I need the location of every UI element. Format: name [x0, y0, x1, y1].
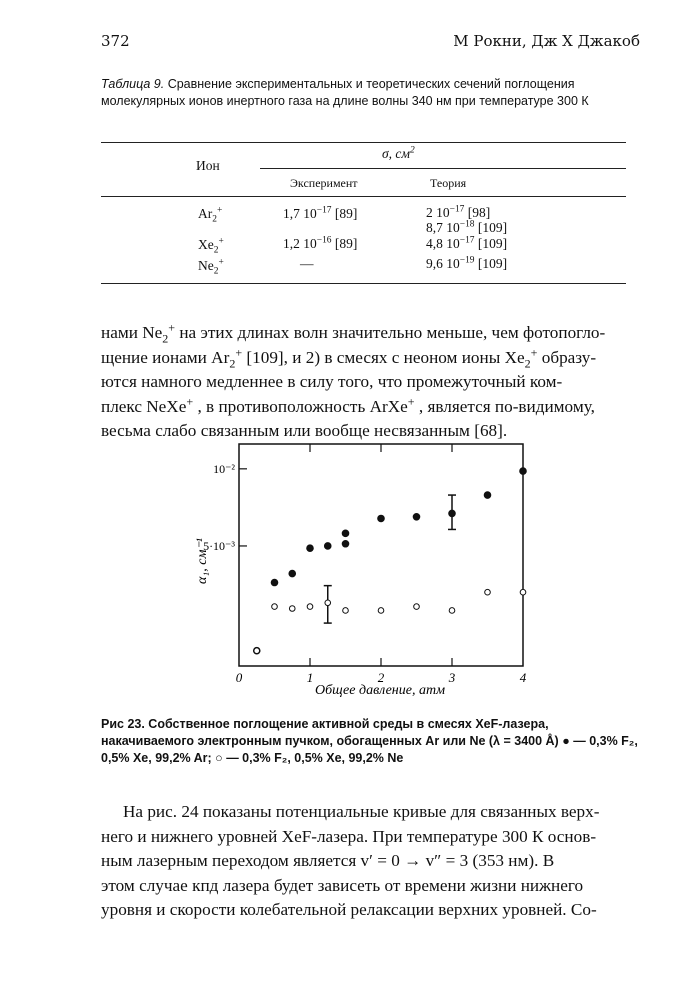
table-row-theory-2: 8,7 $10^{-18}$ [109]	[426, 219, 508, 235]
table-top-rule	[101, 142, 626, 143]
table-caption-label: Таблица 9.	[101, 77, 165, 91]
data-point-open	[289, 606, 295, 612]
table-row-theory: 2 $10^{-17}$ [98]	[426, 204, 491, 220]
table-mid-rule	[260, 168, 626, 169]
text-line: этом случае кпд лазера будет зависеть от времени жизни нижнего	[101, 875, 584, 895]
data-point-filled	[307, 545, 314, 552]
table-caption-text: Сравнение экспериментальных и теоретических сечений поглощения молекулярных ионов инертного газа на длине волны 340 нм при температуре 300 К	[101, 77, 589, 108]
data-point-open	[485, 589, 491, 595]
table-bottom-rule	[101, 283, 626, 284]
data-point-open	[449, 608, 455, 614]
table-row-ion: $Ar_2^+$	[198, 205, 223, 225]
data-point-filled	[484, 492, 491, 499]
table-header-sigma: σ, $см^2$	[382, 145, 415, 161]
text-line: щение ионами $Ar_2^+$ [109], и 2) в смесях с неоном ионы $Xe_2^+$ образу-	[101, 344, 597, 370]
table-row-exp: 1,7 $10^{-17}$ [89]	[283, 205, 358, 221]
data-point-filled	[520, 468, 527, 475]
data-point-open	[343, 608, 349, 614]
table-row-exp: —	[300, 256, 314, 271]
plot-frame	[239, 444, 523, 666]
data-point-filled	[271, 579, 278, 586]
data-point-filled	[413, 513, 420, 520]
table-header-ion: Ион	[196, 158, 220, 173]
text-line: уровня и скорости колебательной релаксации верхних уровней. Со-	[101, 900, 597, 919]
y-tick-label: 10⁻²	[213, 461, 235, 476]
y-axis-label: α₁, см⁻¹	[195, 538, 210, 584]
data-point-open	[378, 608, 384, 614]
data-point-open	[307, 604, 313, 610]
data-point-open	[520, 589, 526, 595]
x-tick-label: 2	[377, 670, 385, 685]
data-point-open	[414, 604, 420, 610]
paragraph-1	[101, 321, 636, 444]
data-point-filled	[342, 530, 349, 537]
page-number: 372	[101, 32, 130, 50]
x-tick-label: 3	[448, 670, 456, 685]
text-line: нами $Ne_2^+$ на этих длинах волн значительно меньше, чем фотопогло-	[101, 320, 606, 346]
table-header-rule	[101, 196, 626, 197]
x-tick-label: 0	[235, 670, 243, 685]
table-header-theory: Теория	[430, 176, 467, 190]
text-line: ются намного медленнее в силу того, что промежуточный ком-	[101, 372, 563, 391]
x-axis-label: Общее давление, атм	[314, 683, 446, 698]
text-line: ным лазерным переходом является v′ = 0 → v″ = 3 (353 нм). В	[101, 851, 555, 870]
text-line: него и нижнего уровней XeF-лазера. При температуре 300 К основ-	[101, 826, 597, 846]
data-point-filled	[324, 543, 331, 550]
figure-caption: Рис 23. Собственное поглощение активной среды в смесях XeF-лазера, накачиваемого электронным пучком, обогащенных Ar или Ne (λ = 3400 Å) ● — 0,3% F₂, 0,5% Xe, 99,2% Ar; ○ — 0,3% F₂, 0,5% Xe, 99,2% Ne	[101, 717, 638, 765]
data-point-open	[325, 600, 331, 606]
data-point-open	[272, 604, 278, 610]
data-point-open	[254, 648, 260, 654]
running-header-authors: М Рокни, Дж Х Джакоб	[453, 32, 640, 50]
text-line: На рис. 24 показаны потенциальные кривые для связанных верх-	[123, 802, 600, 821]
table-row-exp: 1,2 $10^{-16}$ [89]	[283, 235, 358, 251]
table-row-ion: $Ne_2^+$	[198, 257, 224, 277]
table-caption	[101, 76, 621, 110]
y-tick-label: 5·10⁻³	[203, 538, 235, 553]
x-tick-label: 4	[519, 670, 527, 685]
text-line: весьма слабо связанным или вообще несвязанным [68].	[101, 421, 508, 440]
data-point-filled	[449, 510, 456, 517]
data-point-filled	[342, 540, 349, 547]
absorption-chart	[180, 436, 560, 706]
text-line: плекс NeXe+ , в противоположность ArXe+ , является по-видимому,	[101, 393, 595, 416]
paragraph-2	[101, 800, 636, 923]
table-row-theory: 9,6 $10^{-19}$ [109]	[426, 255, 508, 271]
table-row-ion: $Xe_2^+$	[198, 236, 224, 256]
table-header-experiment: Эксперимент	[290, 176, 358, 190]
data-point-filled	[289, 570, 296, 577]
data-point-filled	[378, 515, 385, 522]
table-row-theory: 4,8 $10^{-17}$ [109]	[426, 235, 508, 251]
x-tick-label: 1	[306, 670, 314, 685]
